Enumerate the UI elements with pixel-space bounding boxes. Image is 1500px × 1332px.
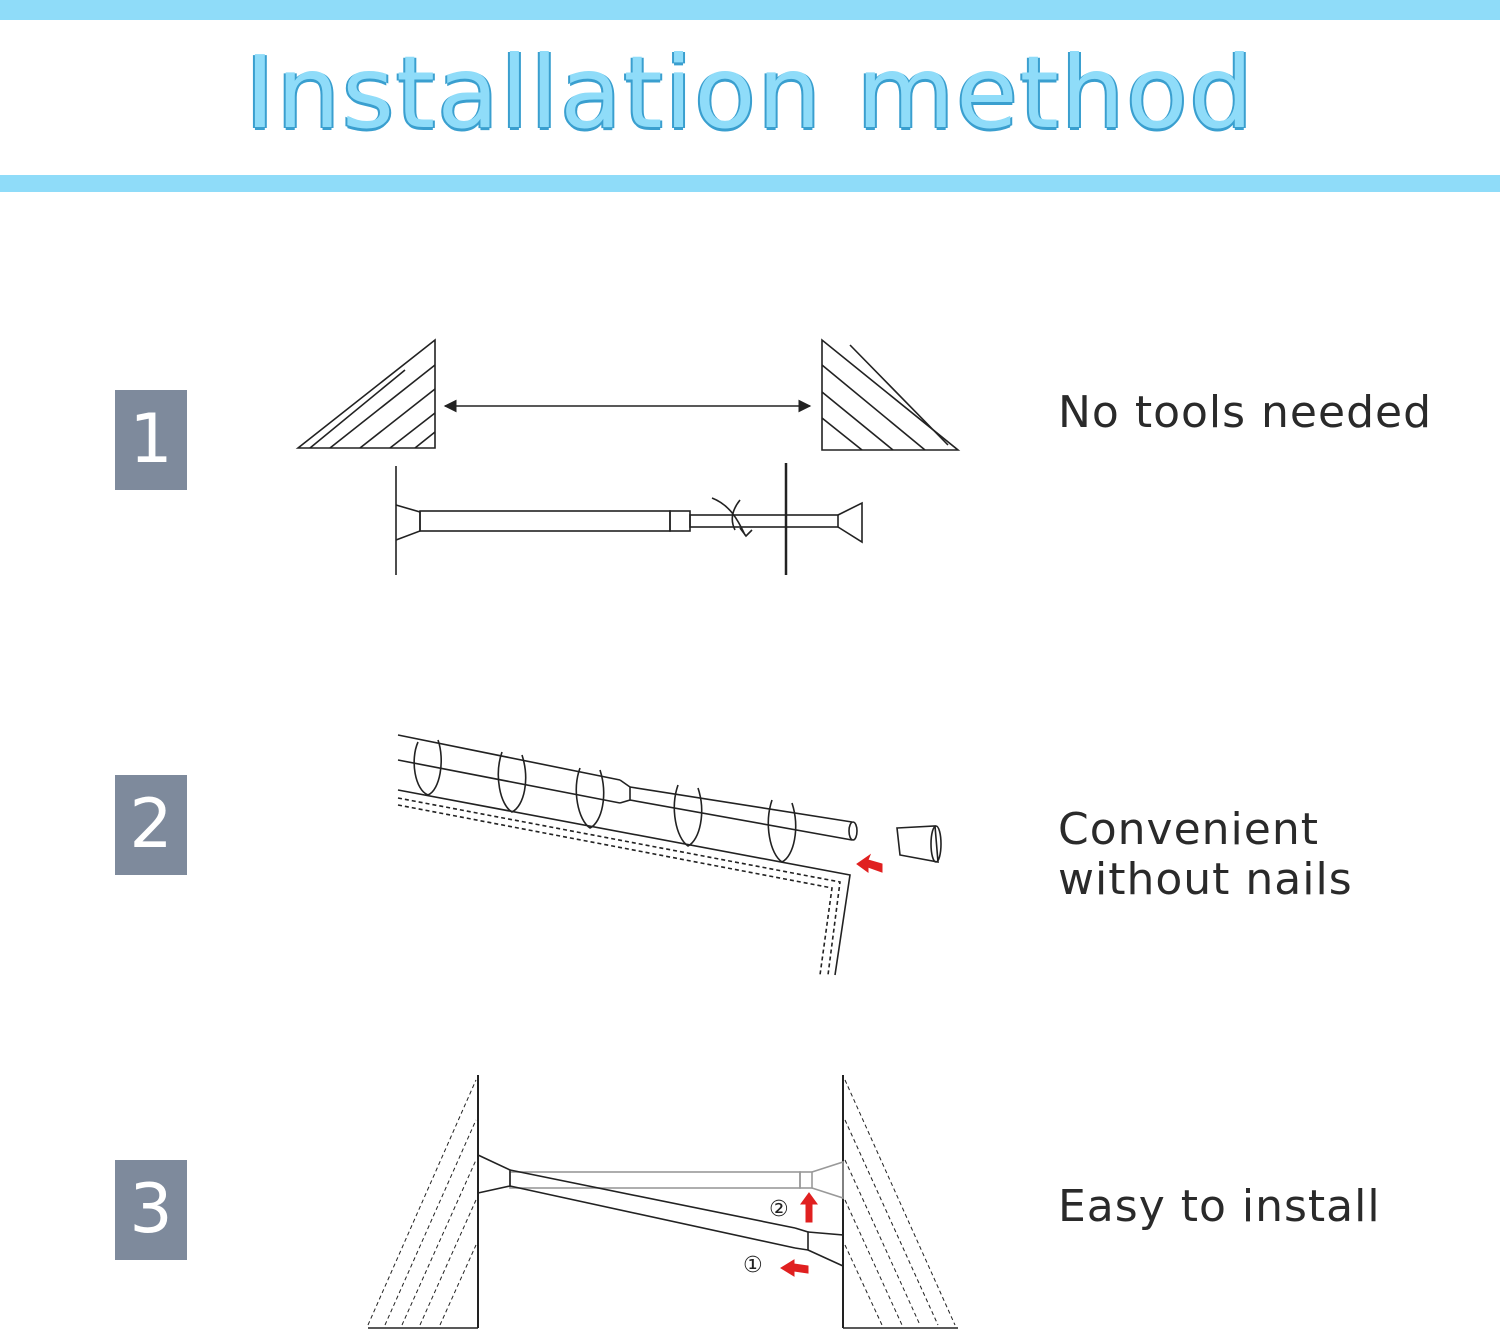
right-wall-hatched — [822, 340, 958, 450]
red-left-arrow-icon — [781, 1260, 808, 1276]
step-3-illustration — [368, 1075, 958, 1328]
end-cap-icon — [897, 826, 941, 862]
page-title: Installation method — [245, 34, 1255, 151]
curtain-rings — [414, 740, 795, 862]
step-1-illustration — [298, 340, 958, 575]
step-marker-2: ② — [769, 1197, 789, 1222]
step-marker-1: ① — [743, 1253, 763, 1278]
red-up-arrow-icon — [801, 1193, 817, 1222]
step-2-caption-line-1: Convenient — [1058, 804, 1319, 855]
step-3-caption-line: Easy to install — [1058, 1181, 1381, 1232]
step-2-caption-line-2: without nails — [1058, 854, 1353, 905]
step-1-caption-line: No tools needed — [1058, 387, 1433, 438]
rotate-arrows-icon — [712, 498, 752, 536]
step-3-number-badge: 3 — [115, 1160, 187, 1260]
curtain-edge — [398, 790, 850, 975]
tension-rod — [396, 463, 862, 575]
red-push-arrow-icon — [857, 855, 882, 872]
right-wall-dashed — [843, 1075, 958, 1328]
step-2-number-badge: 2 — [115, 775, 187, 875]
step-2-illustration — [398, 735, 941, 975]
left-wall-hatched — [298, 340, 435, 448]
curtain-rod — [398, 735, 857, 840]
left-wall-dashed — [368, 1075, 478, 1328]
step-1-number-badge: 1 — [115, 390, 187, 490]
